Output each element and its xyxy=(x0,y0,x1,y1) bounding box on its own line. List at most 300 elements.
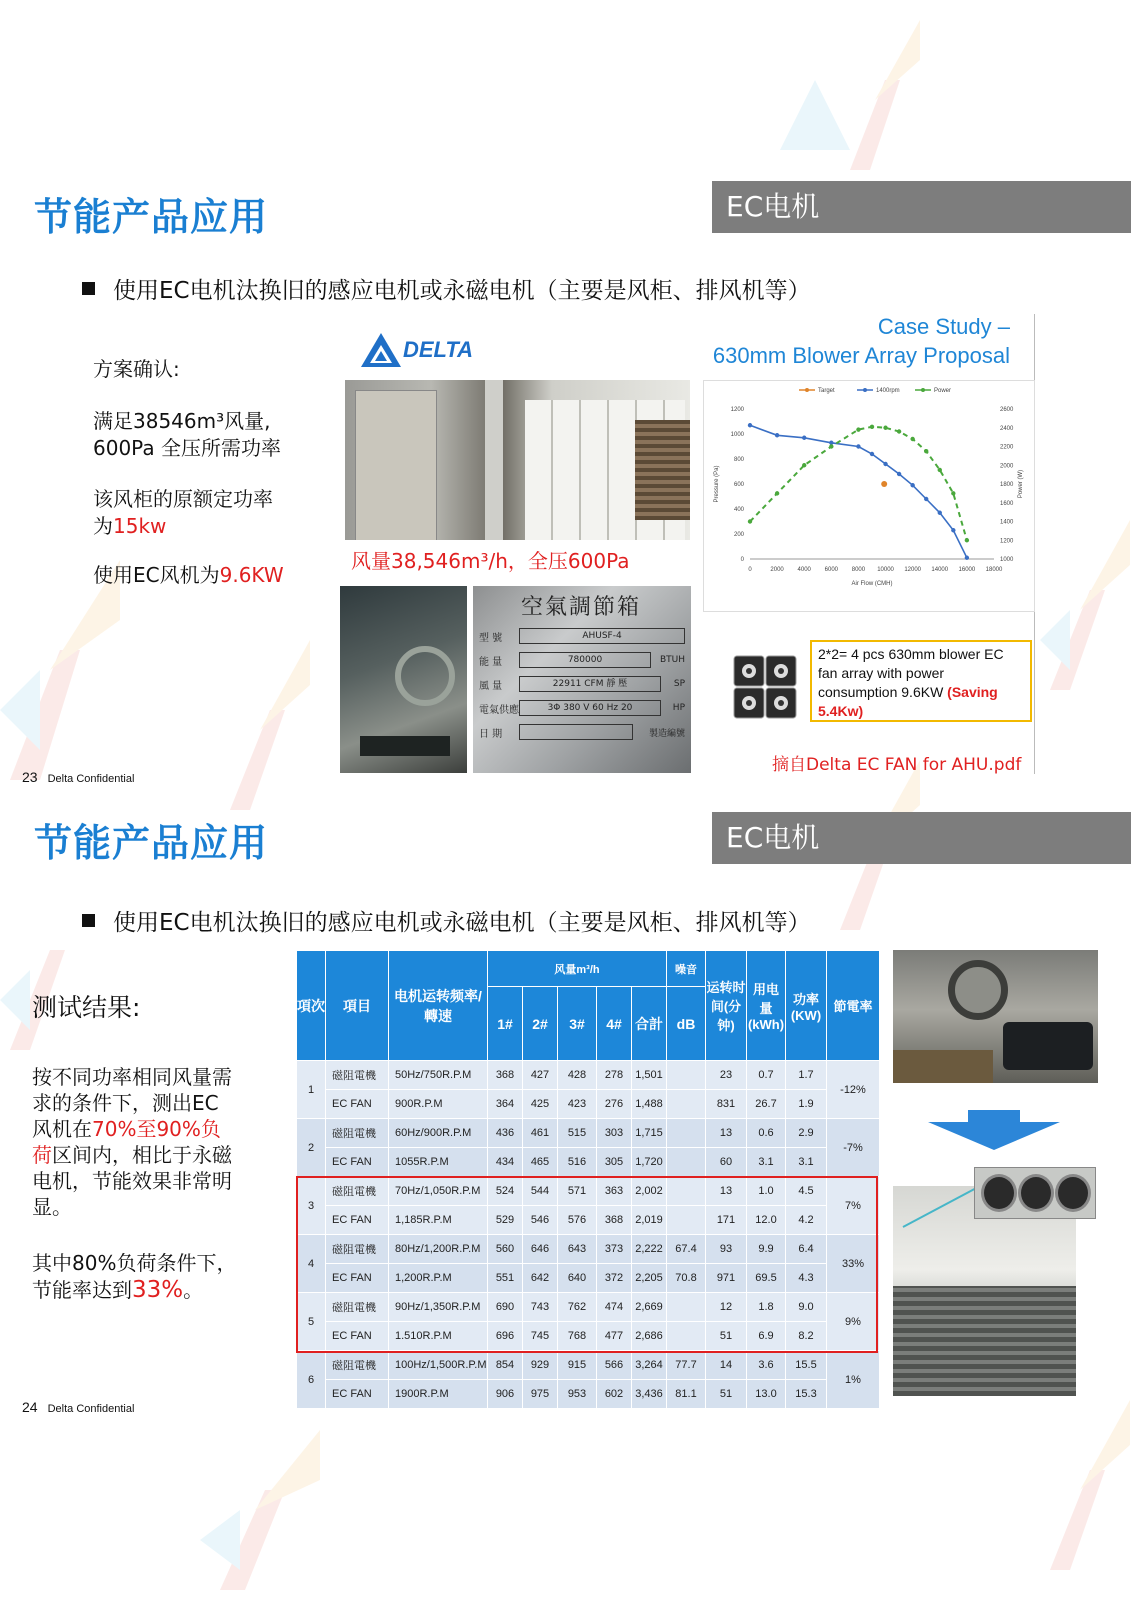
case-study-title xyxy=(690,312,1010,370)
data-point-power xyxy=(938,468,942,472)
page-number: 24 xyxy=(22,1399,38,1415)
y2-tick-label: 2000 xyxy=(1000,463,1014,470)
down-arrow-icon xyxy=(928,1110,1060,1154)
cell-freq: 1055R.P.M xyxy=(389,1148,488,1177)
result-heading: 测试结果: xyxy=(32,993,141,1022)
cell-kwh: 6.9 xyxy=(747,1322,786,1351)
cell-v1: 368 xyxy=(488,1061,523,1090)
chart-svg xyxy=(704,381,1034,611)
table-row xyxy=(297,1090,880,1119)
cell-kw: 4.5 xyxy=(786,1177,827,1206)
data-point-power xyxy=(924,449,928,453)
data-point-1400rpm xyxy=(748,423,752,427)
cell-seq: 4 xyxy=(297,1235,326,1293)
cell-item: 磁阻電機 xyxy=(326,1061,389,1090)
cell-total: 1,488 xyxy=(632,1090,667,1119)
ec-power-text xyxy=(93,562,284,589)
original-power-line-1: 该风柜的原额定功率 xyxy=(93,487,273,511)
page-number: 23 xyxy=(22,769,38,785)
cell-item: 磁阻電機 xyxy=(326,1351,389,1380)
cell-kwh: 69.5 xyxy=(747,1264,786,1293)
cell-freq: 900R.P.M xyxy=(389,1090,488,1119)
ec-power-value: 9.6KW xyxy=(219,563,284,587)
cell-total: 2,019 xyxy=(632,1206,667,1235)
cell-freq: 1.510R.P.M xyxy=(389,1322,488,1351)
cell-v2: 743 xyxy=(523,1293,558,1322)
cell-item: 磁阻電機 xyxy=(326,1177,389,1206)
data-point-1400rpm xyxy=(883,462,887,466)
nameplate-unit: SP xyxy=(673,679,685,689)
cell-item: 磁阻電機 xyxy=(326,1119,389,1148)
bullet-text: 使用EC电机汰换旧的感应电机或永磁电机（主要是风柜、排风机等） xyxy=(113,910,811,936)
table-row xyxy=(297,1148,880,1177)
nameplate-row xyxy=(479,672,685,696)
y2-tick-label: 2600 xyxy=(1000,407,1014,413)
cell-total: 2,205 xyxy=(632,1264,667,1293)
cell-kwh: 13.0 xyxy=(747,1380,786,1409)
cell-total: 1,720 xyxy=(632,1148,667,1177)
result-text: 其中80%负荷条件下，节能率达到 xyxy=(32,1251,237,1302)
x-axis-label: Air Flow (CMH) xyxy=(851,581,893,587)
cell-v1: 364 xyxy=(488,1090,523,1119)
cell-v3: 640 xyxy=(558,1264,597,1293)
cell-v1: 436 xyxy=(488,1119,523,1148)
cell-v3: 576 xyxy=(558,1206,597,1235)
case-study-title-line-2: 630mm Blower Array Proposal xyxy=(712,343,1010,368)
cell-db: 81.1 xyxy=(667,1380,706,1409)
y-tick-label: 400 xyxy=(733,507,744,513)
cell-v1: 434 xyxy=(488,1148,523,1177)
confidential-label: Delta Confidential xyxy=(47,773,135,785)
cell-v4: 303 xyxy=(597,1119,632,1148)
case-study-title-line-1: Case Study – xyxy=(877,314,1010,339)
legend-label: 1400rpm xyxy=(876,388,900,394)
cell-v3: 515 xyxy=(558,1119,597,1148)
legend-marker xyxy=(921,388,925,392)
page-title: 节能产品应用 xyxy=(34,195,269,239)
cell-v1: 529 xyxy=(488,1206,523,1235)
cell-v3: 768 xyxy=(558,1322,597,1351)
nameplate-label: 電氣供應 xyxy=(479,704,519,716)
x-tick-label: 12000 xyxy=(904,567,922,573)
cell-item: 磁阻電機 xyxy=(326,1293,389,1322)
cell-v2: 427 xyxy=(523,1061,558,1090)
result-paragraph-2 xyxy=(32,1250,247,1304)
cell-db xyxy=(667,1119,706,1148)
y-tick-label: 1200 xyxy=(730,407,744,413)
cell-total: 3,264 xyxy=(632,1351,667,1380)
nameplate-value: 780000 xyxy=(519,652,651,668)
bullet-square-icon xyxy=(82,282,95,295)
ec-fan-array-photo xyxy=(974,1167,1096,1219)
cell-total: 2,002 xyxy=(632,1177,667,1206)
cell-kwh: 0.7 xyxy=(747,1061,786,1090)
cell-seq: 5 xyxy=(297,1293,326,1351)
source-note: 摘自Delta EC FAN for AHU.pdf xyxy=(772,755,1022,775)
original-power-text xyxy=(93,486,273,540)
cell-db xyxy=(667,1148,706,1177)
table-row xyxy=(297,1380,880,1409)
cell-freq: 1,200R.P.M xyxy=(389,1264,488,1293)
cell-kw: 15.3 xyxy=(786,1380,827,1409)
confidential-label: Delta Confidential xyxy=(47,1403,135,1415)
cell-seq: 2 xyxy=(297,1119,326,1177)
data-point-1400rpm xyxy=(802,436,806,440)
cell-seq: 6 xyxy=(297,1351,326,1409)
cell-item: EC FAN xyxy=(326,1206,389,1235)
header-noise: 噪音 xyxy=(667,951,706,987)
cell-kw: 15.5 xyxy=(786,1351,827,1380)
header-runtime: 运转时间(分钟) xyxy=(706,951,747,1061)
cell-kw: 1.7 xyxy=(786,1061,827,1090)
watermark-logo xyxy=(1040,1400,1130,1570)
cell-freq: 70Hz/1,050R.P.M xyxy=(389,1177,488,1206)
nameplate-label: 日 期 xyxy=(479,728,503,740)
cell-kwh: 3.1 xyxy=(747,1148,786,1177)
cell-time: 23 xyxy=(706,1061,747,1090)
cell-kw: 9.0 xyxy=(786,1293,827,1322)
data-point-power xyxy=(748,519,752,523)
nameplate-label: 型 號 xyxy=(479,632,503,644)
x-tick-label: 2000 xyxy=(770,567,784,573)
x-tick-label: 18000 xyxy=(985,567,1003,573)
watermark-logo xyxy=(0,560,120,780)
result-highlight: 70%至90%负荷 xyxy=(32,1117,221,1167)
cell-v2: 745 xyxy=(523,1322,558,1351)
delta-logo-text: DELTA xyxy=(403,337,474,362)
cell-freq: 50Hz/750R.P.M xyxy=(389,1061,488,1090)
watermark-logo xyxy=(200,1430,320,1590)
cell-v3: 762 xyxy=(558,1293,597,1322)
cell-saving: 7% xyxy=(827,1177,880,1235)
nameplate-row xyxy=(479,648,685,672)
y-tick-label: 600 xyxy=(733,482,744,488)
y-axis-label: Pressure (Pa) xyxy=(714,465,720,503)
cell-db: 77.7 xyxy=(667,1351,706,1380)
cell-freq: 60Hz/900R.P.M xyxy=(389,1119,488,1148)
cell-time: 13 xyxy=(706,1177,747,1206)
cell-kw: 2.9 xyxy=(786,1119,827,1148)
cell-freq: 100Hz/1,500R.P.M xyxy=(389,1351,488,1380)
table-row xyxy=(297,1061,880,1090)
data-point-power xyxy=(897,429,901,433)
header-sub: 合計 xyxy=(632,987,667,1061)
header-sub: 4# xyxy=(597,987,632,1061)
cell-time: 51 xyxy=(706,1380,747,1409)
cell-v2: 642 xyxy=(523,1264,558,1293)
data-point-1400rpm xyxy=(938,511,942,515)
cell-v4: 373 xyxy=(597,1235,632,1264)
nameplate-title: 空氣調節箱 xyxy=(521,595,642,620)
saving-info-box xyxy=(810,640,1032,722)
cell-kwh: 9.9 xyxy=(747,1235,786,1264)
cell-v2: 546 xyxy=(523,1206,558,1235)
cell-saving: 9% xyxy=(827,1293,880,1351)
bullet-point xyxy=(82,272,811,305)
data-point-1400rpm xyxy=(951,528,955,532)
data-point-1400rpm xyxy=(870,452,874,456)
header-airflow: 风量m³/h xyxy=(488,951,667,987)
y2-tick-label: 1000 xyxy=(1000,557,1014,563)
delta-triangle-icon xyxy=(361,333,401,367)
cell-kw: 4.2 xyxy=(786,1206,827,1235)
cell-kwh: 1.8 xyxy=(747,1293,786,1322)
y-tick-label: 1000 xyxy=(730,432,744,438)
result-text: 按不同功率相同风量需求的条件下，测出EC风机在 xyxy=(32,1065,232,1141)
data-point-power xyxy=(802,463,806,467)
cell-kw: 8.2 xyxy=(786,1322,827,1351)
cell-v4: 372 xyxy=(597,1264,632,1293)
original-power-prefix: 为 xyxy=(93,514,113,538)
nameplate-unit: 製造編號 xyxy=(648,728,685,739)
data-point-1400rpm xyxy=(856,444,860,448)
cell-v2: 975 xyxy=(523,1380,558,1409)
section-tag: EC电机 xyxy=(712,812,1131,864)
info-text: 2*2= 4 pcs 630mm blower EC fan array with power consumption 9.6KW xyxy=(818,646,1004,700)
data-point-power xyxy=(910,437,914,441)
cell-v2: 425 xyxy=(523,1090,558,1119)
data-point-power xyxy=(829,444,833,448)
cell-seq: 3 xyxy=(297,1177,326,1235)
y2-tick-label: 2400 xyxy=(1000,425,1014,432)
nameplate-value xyxy=(519,724,633,740)
header-sub: 2# xyxy=(523,987,558,1061)
nameplate-value: 3Φ 380 V 60 Hz 20 xyxy=(519,700,661,716)
watermark-logo xyxy=(0,880,90,1050)
cell-total: 1,715 xyxy=(632,1119,667,1148)
cell-v1: 854 xyxy=(488,1351,523,1380)
x-tick-label: 4000 xyxy=(797,567,811,573)
x-tick-label: 16000 xyxy=(958,567,976,573)
result-text: 。 xyxy=(183,1278,204,1302)
cell-total: 2,222 xyxy=(632,1235,667,1264)
delta-logo xyxy=(361,333,473,367)
cell-v2: 461 xyxy=(523,1119,558,1148)
cell-kw: 4.3 xyxy=(786,1264,827,1293)
data-point-1400rpm xyxy=(829,441,833,445)
motor-photo xyxy=(340,586,467,773)
cell-v4: 474 xyxy=(597,1293,632,1322)
fan-curve-chart xyxy=(703,380,1035,612)
y-tick-label: 800 xyxy=(733,457,744,463)
data-point-power xyxy=(870,425,874,429)
requirement-line-2: 600Pa 全压所需功率 xyxy=(93,436,281,460)
left-heading: 方案确认: xyxy=(93,357,180,381)
cell-freq: 90Hz/1,350R.P.M xyxy=(389,1293,488,1322)
header-item: 項目 xyxy=(326,951,389,1061)
cell-db xyxy=(667,1061,706,1090)
table-row xyxy=(297,1119,880,1148)
cell-kwh: 1.0 xyxy=(747,1177,786,1206)
cell-v1: 524 xyxy=(488,1177,523,1206)
cell-total: 2,686 xyxy=(632,1322,667,1351)
result-highlight: 33% xyxy=(132,1277,184,1303)
data-point-1400rpm xyxy=(924,497,928,501)
cell-item: EC FAN xyxy=(326,1148,389,1177)
cell-v4: 368 xyxy=(597,1206,632,1235)
header-energy: 用电量(kWh) xyxy=(747,951,786,1061)
data-point-1400rpm xyxy=(775,433,779,437)
cell-time: 93 xyxy=(706,1235,747,1264)
cell-db: 70.8 xyxy=(667,1264,706,1293)
y2-tick-label: 2200 xyxy=(1000,444,1014,451)
cell-time: 14 xyxy=(706,1351,747,1380)
cell-v1: 690 xyxy=(488,1293,523,1322)
photo-caption: 风量38,546m³/h，全压600Pa xyxy=(351,549,630,573)
ahu-photo xyxy=(345,380,690,540)
original-power-line-2 xyxy=(93,513,273,540)
cell-v3: 953 xyxy=(558,1380,597,1409)
nameplate-unit: HP xyxy=(672,703,685,713)
cell-v3: 423 xyxy=(558,1090,597,1119)
header-power: 功率(KW) xyxy=(786,951,827,1061)
cell-time: 51 xyxy=(706,1322,747,1351)
legend-label: Power xyxy=(934,388,952,394)
y-tick-label: 200 xyxy=(733,532,744,538)
data-point-power xyxy=(856,427,860,431)
legend-marker xyxy=(863,388,867,392)
x-tick-label: 0 xyxy=(748,567,752,573)
cell-db: 67.4 xyxy=(667,1235,706,1264)
x-tick-label: 10000 xyxy=(877,567,894,573)
cell-total: 3,436 xyxy=(632,1380,667,1409)
cell-kwh: 26.7 xyxy=(747,1090,786,1119)
header-sub: dB xyxy=(667,987,706,1061)
header-sub: 1# xyxy=(488,987,523,1061)
data-point-power xyxy=(775,491,779,495)
legend-label: Target xyxy=(818,388,835,394)
cell-item: EC FAN xyxy=(326,1090,389,1119)
cell-v4: 363 xyxy=(597,1177,632,1206)
page-title: 节能产品应用 xyxy=(34,821,269,865)
data-point-1400rpm xyxy=(897,472,901,476)
data-point-power xyxy=(951,491,955,495)
cell-v1: 560 xyxy=(488,1235,523,1264)
cell-v4: 276 xyxy=(597,1090,632,1119)
cell-item: EC FAN xyxy=(326,1380,389,1409)
page-footer xyxy=(22,769,134,785)
nameplate-unit: BTUH xyxy=(659,655,685,665)
cell-saving: -12% xyxy=(827,1061,880,1119)
header-saving: 節電率 xyxy=(827,951,880,1061)
cell-v3: 516 xyxy=(558,1148,597,1177)
nameplate-value: 22911 CFM 靜 壓 xyxy=(519,676,661,692)
cell-v3: 571 xyxy=(558,1177,597,1206)
page-footer xyxy=(22,1399,134,1415)
y2-axis-label: Power (W) xyxy=(1018,469,1024,499)
section-tag: EC电机 xyxy=(712,181,1131,233)
cell-time: 12 xyxy=(706,1293,747,1322)
original-power-value: 15kw xyxy=(113,514,167,538)
watermark-logo xyxy=(840,20,920,170)
data-point-1400rpm xyxy=(910,483,914,487)
y2-tick-label: 1400 xyxy=(1000,519,1014,526)
data-point-power xyxy=(883,426,887,430)
nameplate-row xyxy=(479,624,685,648)
cell-total: 1,501 xyxy=(632,1061,667,1090)
data-point-power xyxy=(965,538,969,542)
x-tick-label: 14000 xyxy=(931,567,949,573)
nameplate-value: AHUSF-4 xyxy=(519,628,685,644)
y2-tick-label: 1600 xyxy=(1000,500,1014,507)
cell-v1: 906 xyxy=(488,1380,523,1409)
bullet-square-icon xyxy=(82,914,95,927)
x-tick-label: 6000 xyxy=(824,567,839,573)
cell-v4: 602 xyxy=(597,1380,632,1409)
motor-test-photo xyxy=(893,950,1098,1083)
cell-v2: 544 xyxy=(523,1177,558,1206)
cell-kw: 6.4 xyxy=(786,1235,827,1264)
cell-v3: 643 xyxy=(558,1235,597,1264)
nameplate-label: 風 量 xyxy=(479,680,503,692)
cell-v4: 477 xyxy=(597,1322,632,1351)
cell-v3: 428 xyxy=(558,1061,597,1090)
cell-freq: 80Hz/1,200R.P.M xyxy=(389,1235,488,1264)
requirement-line-1: 满足38546m³风量, xyxy=(93,409,271,433)
table-row xyxy=(297,1351,880,1380)
nameplate-row xyxy=(479,720,685,744)
watermark-logo xyxy=(1040,520,1130,690)
cell-v1: 696 xyxy=(488,1322,523,1351)
legend-marker xyxy=(805,388,809,392)
nameplate-row xyxy=(479,696,685,720)
highlight-box xyxy=(296,1176,878,1353)
y2-tick-label: 1800 xyxy=(1000,482,1014,488)
nameplate-photo xyxy=(473,586,691,773)
cell-db xyxy=(667,1090,706,1119)
data-point-1400rpm xyxy=(965,556,969,560)
cell-freq: 1900R.P.M xyxy=(389,1380,488,1409)
bullet-point xyxy=(82,904,811,937)
cell-v3: 915 xyxy=(558,1351,597,1380)
cell-kwh: 3.6 xyxy=(747,1351,786,1380)
cell-time: 971 xyxy=(706,1264,747,1293)
bullet-text: 使用EC电机汰换旧的感应电机或永磁电机（主要是风柜、排风机等） xyxy=(113,278,811,304)
y-tick-label: 0 xyxy=(740,557,744,563)
data-point-target xyxy=(881,481,887,487)
series-line-power xyxy=(750,427,967,541)
cell-v4: 566 xyxy=(597,1351,632,1380)
cell-v2: 929 xyxy=(523,1351,558,1380)
cell-kw: 3.1 xyxy=(786,1148,827,1177)
cell-v1: 551 xyxy=(488,1264,523,1293)
header-sub: 3# xyxy=(558,987,597,1061)
watermark-logo xyxy=(780,80,850,150)
cell-kwh: 0.6 xyxy=(747,1119,786,1148)
cell-saving: 33% xyxy=(827,1235,880,1293)
nameplate-label: 能 量 xyxy=(479,656,503,668)
cell-kwh: 12.0 xyxy=(747,1206,786,1235)
cell-time: 171 xyxy=(706,1206,747,1235)
cell-v2: 465 xyxy=(523,1148,558,1177)
cell-v2: 646 xyxy=(523,1235,558,1264)
cell-time: 13 xyxy=(706,1119,747,1148)
cell-v4: 305 xyxy=(597,1148,632,1177)
header-freq: 电机运转频率/轉速 xyxy=(389,951,488,1061)
cell-item: EC FAN xyxy=(326,1322,389,1351)
ec-power-prefix: 使用EC风机为 xyxy=(93,563,220,587)
header-seq: 項次 xyxy=(297,951,326,1061)
cell-seq: 1 xyxy=(297,1061,326,1119)
cell-item: 磁阻電機 xyxy=(326,1235,389,1264)
nameplate-rows xyxy=(479,624,685,744)
x-tick-label: 8000 xyxy=(851,567,866,573)
requirement-text xyxy=(93,408,281,462)
cell-time: 831 xyxy=(706,1090,747,1119)
fan-array-icon xyxy=(733,655,797,719)
cell-total: 2,669 xyxy=(632,1293,667,1322)
cell-item: EC FAN xyxy=(326,1264,389,1293)
